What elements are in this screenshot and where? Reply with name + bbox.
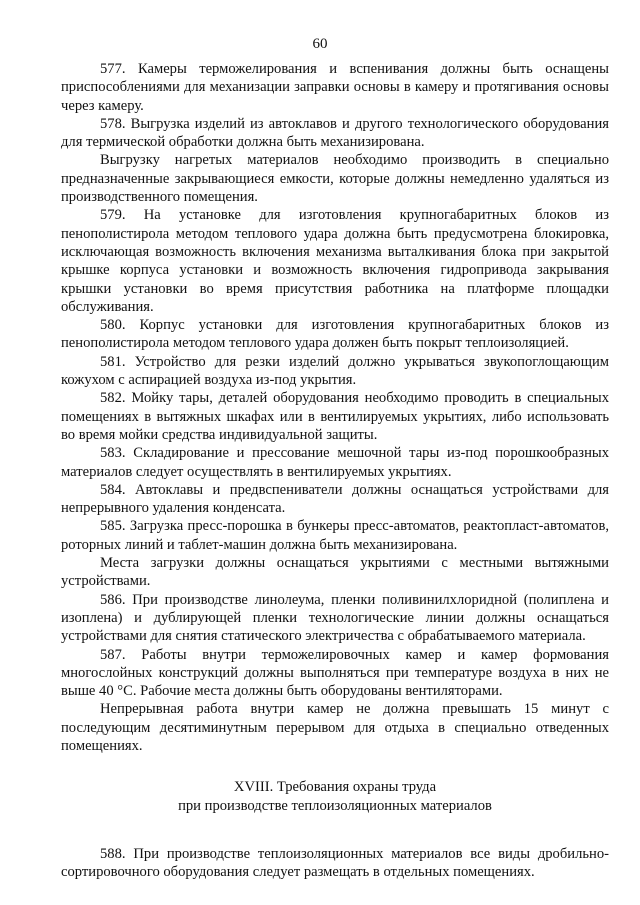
paragraph-582: 582. Мойку тары, деталей оборудования необходимо проводить в специальных помещениях в вытяжных шкафах или в вентилируемых укрытиях, либо использовать во время мойки средства индивидуальной защиты. [61,390,609,443]
paragraph-578: 578. Выгрузка изделий из автоклавов и другого технологического оборудования для термической обработки должна быть механизирована. [61,115,609,151]
paragraph-580: 580. Корпус установки для изготовления крупногабаритных блоков из пенополистирола методом теплового удара должен быть покрыт теплоизоляцией. [61,317,609,352]
paragraph-578-continued: Выгрузку нагретых материалов необходимо производить в специально предназначенные закрывающиеся емкости, которые должны немедленно удаляться из производственного помещения. [61,152,609,206]
paragraph-585: 585. Загрузка пресс-порошка в бункеры пресс-автоматов, реактопласт-автоматов, роторных линий и таблет-машин должна быть механизирована. [61,518,609,553]
paragraph-583: 583. Складирование и прессование мешочной тары из-под порошкообразных материалов следует осуществлять в вентилируемых укрытиях. [61,445,609,480]
paragraph-585-continued: Места загрузки должны оснащаться укрытиями с местными вытяжными устройствами. [61,555,609,590]
page-number: 60 [312,36,328,52]
paragraph-581: 581. Устройство для резки изделий должно укрываться звукопоглощающим кожухом с аспирацией воздуха из-под укрытия. [61,353,609,389]
paragraph-587-continued: Непрерывная работа внутри камер не должна превышать 15 минут с последующим десятиминутным перерывом для отдыха в специально отведенных помещениях. [61,701,609,754]
section-heading [61,778,609,815]
section-heading-line2: при производстве теплоизоляционных материалов [178,797,492,814]
paragraph-586: 586. При производстве линолеума, пленки поливинилхлоридной (полиплена и изоплена) и дублирующей пленки технологические линии должны оснащаться устройствами для снятия статического электричества с обрабатываемого материала. [61,591,609,645]
section-heading-line1: XVIII. Требования охраны труда [233,779,437,796]
paragraph-588: 588. При производстве теплоизоляционных материалов все виды дробильно-сортировочного оборудования следует размещать в отдельных помещениях. [61,845,609,881]
paragraph-577: 577. Камеры терможелирования и вспенивания должны быть оснащены приспособлениями для механизации заправки основы в камеру и протягивания основы через камеру. [61,61,609,114]
paragraph-584: 584. Автоклавы и предвспениватели должны оснащаться устройствами для непрерывного удаления конденсата. [61,481,609,517]
paragraph-579: 579. На установке для изготовления крупногабаритных блоков из пенополистирола методом теплового удара должна быть предусмотрена блокировка, исключающая возможность включения механизма выталкивания блока при закрытой крышке корпуса установки и возможность включения гидропривода закрывания крышки установки во время присутствия работника на платформе площадки обслуживания. [61,207,609,315]
paragraph-587: 587. Работы внутри терможелировочных камер и камер формования многослойных конструкций должны выполняться при температуре воздуха в них не выше 40 °С. Рабочие места должны быть оборудованы вентиляторами. [61,646,609,700]
document-body [61,60,609,881]
